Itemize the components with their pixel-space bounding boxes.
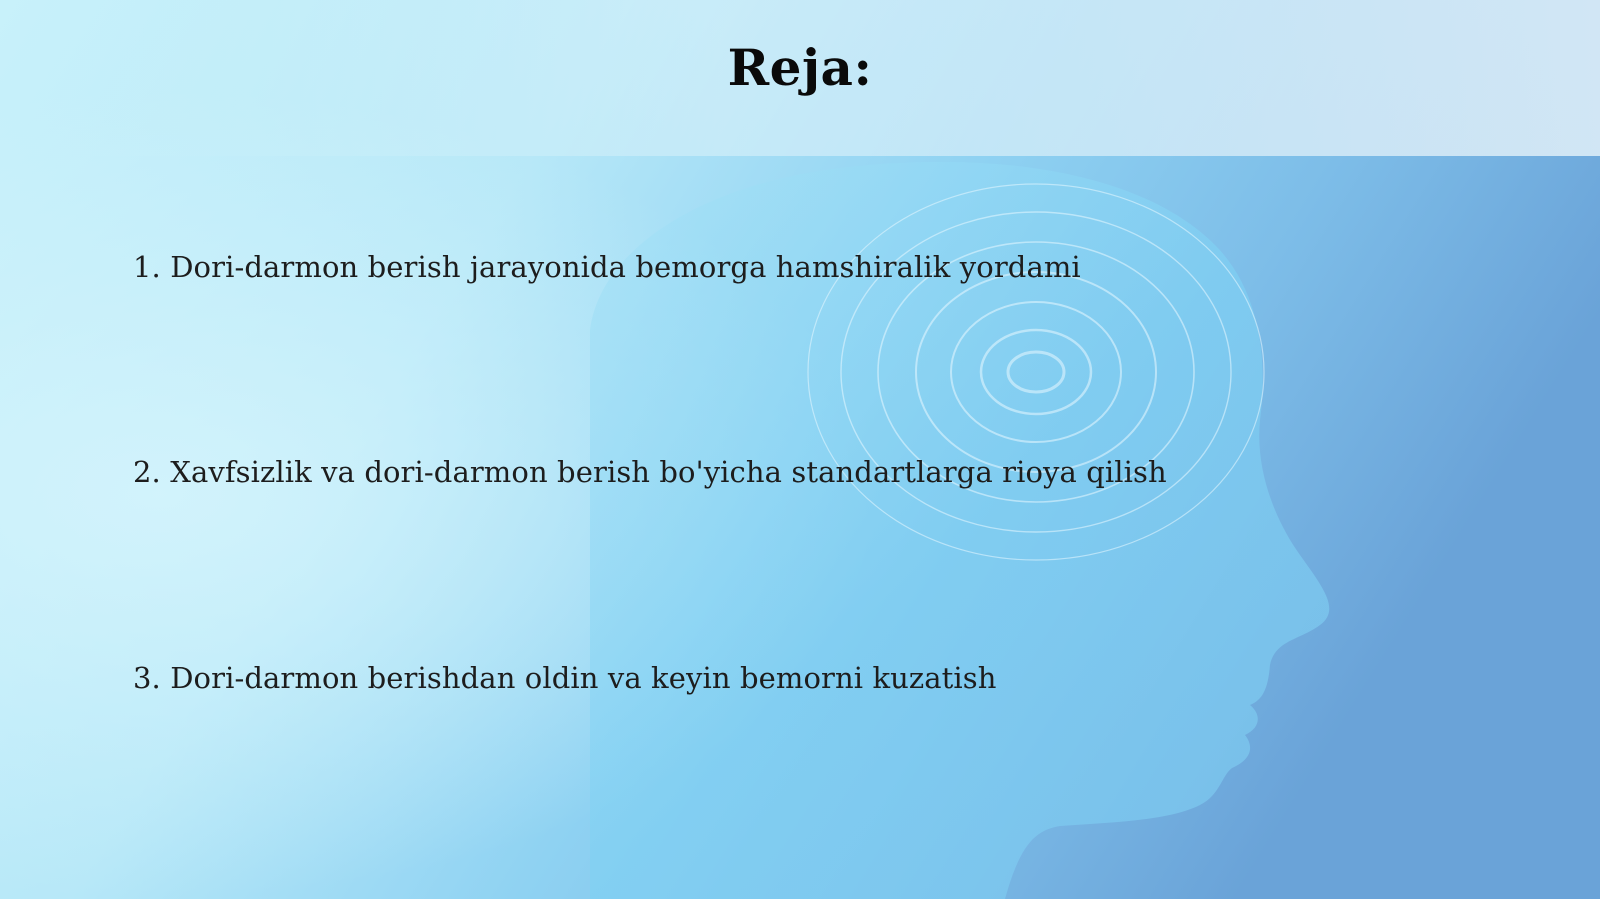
list-item <box>133 455 1167 489</box>
item-number: 2. <box>133 455 161 489</box>
item-text: Dori-darmon berish jarayonida bemorga hamshiralik yordami <box>170 250 1081 284</box>
list-item <box>133 250 1081 284</box>
item-text: Xavfsizlik va dori-darmon berish bo'yicha standartlarga rioya qilish <box>170 455 1167 489</box>
item-number: 1. <box>133 250 161 284</box>
item-number: 3. <box>133 661 161 695</box>
slide-title: Reja: <box>727 38 873 97</box>
list-item <box>133 661 997 695</box>
item-text: Dori-darmon berishdan oldin va keyin bemorni kuzatish <box>170 661 997 695</box>
